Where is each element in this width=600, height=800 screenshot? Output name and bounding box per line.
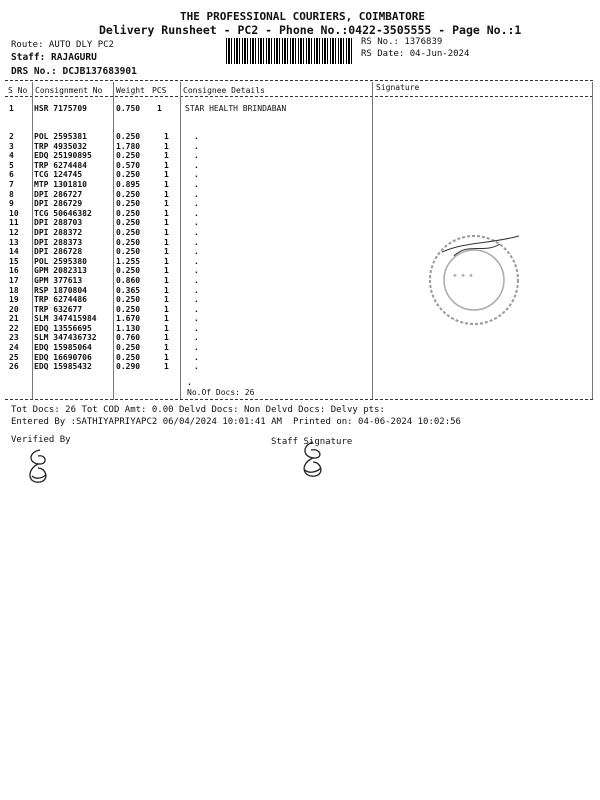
runsheet-title: Delivery Runsheet - PC2 - Phone No.:0422-3505555 - Page No.:1 — [99, 23, 522, 37]
row-pcs: 1 — [157, 104, 162, 113]
row-consignment: EDQ 25190895 — [34, 151, 92, 161]
totals-line: Tot Docs: 26 Tot COD Amt: 0.00 Delvd Docs: Non Delvd Docs: Delvy pts: — [11, 405, 385, 415]
printed-on: Printed on: 04-06-2024 10:02:56 — [293, 417, 461, 427]
row-sno: 16 — [9, 266, 19, 276]
row-consignee: . — [194, 199, 199, 209]
row-consignment: TRP 6274484 — [34, 160, 87, 170]
company-stamp — [424, 230, 534, 330]
table-row — [9, 276, 204, 286]
row-sno: 9 — [9, 199, 14, 209]
row-consignee: . — [194, 285, 199, 295]
row-consignment: EDQ 15985432 — [34, 362, 92, 372]
row-sno: 6 — [9, 170, 14, 180]
row-pcs: 1 — [164, 323, 169, 333]
row-consignee: . — [194, 352, 199, 362]
consignment-table — [9, 132, 204, 372]
row-weight: 0.895 — [116, 179, 141, 189]
row-consignee: . — [194, 227, 199, 237]
row-consignee: . — [194, 208, 199, 218]
table-row — [9, 228, 204, 238]
company-title: THE PROFESSIONAL COURIERS, COIMBATORE — [180, 10, 426, 23]
table-row — [9, 180, 204, 190]
col-divider — [372, 82, 373, 400]
row-sno: 12 — [9, 227, 19, 237]
row-consignment: POL 2595381 — [34, 132, 87, 141]
row-consignee: . — [194, 256, 199, 266]
table-bottom-rule — [5, 399, 593, 400]
table-row — [9, 314, 204, 324]
row-pcs: 1 — [164, 295, 169, 305]
verified-by-label: Verified By — [11, 435, 71, 445]
row-consignment: TRP 632677 — [34, 304, 83, 314]
row-pcs: 1 — [164, 170, 169, 180]
row-consignment: SLM 347436732 — [34, 333, 97, 343]
row-consignee: STAR HEALTH BRINDABAN — [185, 104, 287, 113]
row-pcs: 1 — [164, 266, 169, 276]
row-weight: 1.130 — [116, 323, 141, 333]
row-weight: 0.290 — [116, 362, 141, 372]
row-sno: 18 — [9, 285, 19, 295]
table-row — [9, 161, 204, 171]
row-consignee: . — [194, 323, 199, 333]
row-sno: 3 — [9, 141, 14, 151]
row-consignee: . — [194, 314, 199, 324]
row-weight: 0.250 — [116, 304, 141, 314]
svg-text:✦ ✦ ✦: ✦ ✦ ✦ — [452, 272, 475, 280]
table-row — [9, 218, 204, 228]
row-weight: 0.250 — [116, 295, 141, 305]
rs-number: RS No.: 1376839 — [361, 37, 443, 47]
row-consignee: . — [194, 333, 199, 343]
table-row — [9, 151, 204, 161]
header-bottom-rule — [5, 96, 593, 97]
rs-date: RS Date: 04-Jun-2024 — [361, 49, 470, 59]
col-signature: Signature — [376, 83, 420, 92]
table-row — [9, 362, 204, 372]
row-pcs: 1 — [164, 237, 169, 247]
row-pcs: 1 — [164, 256, 169, 266]
row-consignment: DPI 286728 — [34, 247, 83, 257]
row-sno: 15 — [9, 256, 19, 266]
row-weight: 1.670 — [116, 314, 141, 324]
row-sno: 5 — [9, 160, 14, 170]
row-sno: 14 — [9, 247, 19, 257]
row-sno: 8 — [9, 189, 14, 199]
row-weight: 0.250 — [116, 352, 141, 362]
row-sno: 21 — [9, 314, 19, 324]
row-pcs: 1 — [164, 314, 169, 324]
row-consignee: . — [194, 343, 199, 353]
row-weight: 0.250 — [116, 208, 141, 218]
col-consignment: Consignment No — [35, 86, 103, 95]
col-weight: Weight — [116, 86, 145, 95]
row-consignee: . — [194, 179, 199, 189]
drs-number: DRS No.: DCJB137683901 — [11, 66, 137, 77]
row-consignment: HSR 7175709 — [34, 104, 87, 113]
row-consignment: EDQ 13556695 — [34, 323, 92, 333]
table-row — [9, 257, 204, 267]
table-row — [9, 333, 204, 343]
row-consignment: DPI 288373 — [34, 237, 83, 247]
no-of-docs: No.Of Docs: 26 — [187, 388, 255, 397]
table-row — [9, 324, 204, 334]
row-pcs: 1 — [164, 304, 169, 314]
row-weight: 0.250 — [116, 218, 141, 228]
row-sno: 25 — [9, 352, 19, 362]
row-pcs: 1 — [164, 141, 169, 151]
row-consignee: . — [194, 275, 199, 285]
col-pcs: PCS — [152, 86, 167, 95]
row-pcs: 1 — [164, 352, 169, 362]
col-divider — [592, 82, 593, 400]
row-pcs: 1 — [164, 189, 169, 199]
row-consignment: DPI 288703 — [34, 218, 83, 228]
route: Route: AUTO DLY PC2 — [11, 40, 114, 50]
row-sno: 26 — [9, 362, 19, 372]
table-row — [9, 286, 204, 296]
row-pcs: 1 — [164, 275, 169, 285]
row-pcs: 1 — [164, 151, 169, 161]
row-weight: 1.780 — [116, 141, 141, 151]
row-weight: 0.250 — [116, 132, 141, 141]
row-weight: 0.570 — [116, 160, 141, 170]
row-weight: 0.760 — [116, 333, 141, 343]
row-consignee: . — [194, 237, 199, 247]
row-weight: 0.250 — [116, 199, 141, 209]
row-consignee: . — [194, 189, 199, 199]
row-pcs: 1 — [164, 179, 169, 189]
row-sno: 17 — [9, 275, 19, 285]
row-consignment: DPI 288372 — [34, 227, 83, 237]
row-pcs: 1 — [164, 218, 169, 228]
row-weight: 0.860 — [116, 275, 141, 285]
row-sno: 2 — [9, 132, 14, 141]
row-sno: 23 — [9, 333, 19, 343]
row-consignment: TRP 4935032 — [34, 141, 87, 151]
row-consignee: . — [194, 160, 199, 170]
row-sno: 19 — [9, 295, 19, 305]
row-pcs: 1 — [164, 362, 169, 372]
table-row — [9, 199, 204, 209]
row-weight: 0.250 — [116, 189, 141, 199]
table-row — [9, 247, 204, 257]
table-row — [9, 142, 204, 152]
row-sno: 7 — [9, 179, 14, 189]
table-row — [9, 132, 204, 142]
table-row — [9, 209, 204, 219]
row-consignee: . — [194, 266, 199, 276]
row-pcs: 1 — [164, 343, 169, 353]
row-weight: 0.250 — [116, 343, 141, 353]
row-consignee: . — [194, 304, 199, 314]
table-row — [9, 343, 204, 353]
row-consignee: . — [194, 170, 199, 180]
row-consignment: EDQ 16690706 — [34, 352, 92, 362]
row-consignee: . — [194, 132, 199, 141]
row-pcs: 1 — [164, 247, 169, 257]
row-weight: 0.250 — [116, 227, 141, 237]
last-dot: . — [187, 378, 192, 387]
table-row — [9, 238, 204, 248]
table-row — [9, 170, 204, 180]
header-top-rule — [5, 80, 593, 81]
row-pcs: 1 — [164, 285, 169, 295]
row-consignment: MTP 1301810 — [34, 179, 87, 189]
row-consignment: DPI 286727 — [34, 189, 83, 199]
row-weight: 0.250 — [116, 266, 141, 276]
row-pcs: 1 — [164, 132, 169, 141]
row-sno: 4 — [9, 151, 14, 161]
row-sno: 22 — [9, 323, 19, 333]
row-consignee: . — [194, 141, 199, 151]
row-consignment: SLM 347415984 — [34, 314, 97, 324]
staff-signature — [293, 438, 333, 483]
table-row — [9, 190, 204, 200]
entered-by: Entered By :SATHIYAPRIYAPC2 06/04/2024 10:01:41 AM — [11, 417, 282, 427]
row-consignment: DPI 286729 — [34, 199, 83, 209]
table-row — [9, 295, 204, 305]
table-row — [9, 305, 204, 315]
verified-signature — [18, 446, 58, 491]
table-row — [9, 353, 204, 363]
row-consignee: . — [194, 151, 199, 161]
row-pcs: 1 — [164, 199, 169, 209]
row-consignment: EDQ 15985064 — [34, 343, 92, 353]
row-consignment: POL 2595380 — [34, 256, 87, 266]
row-sno: 10 — [9, 208, 19, 218]
row-weight: 0.365 — [116, 285, 141, 295]
row-consignment: TCG 124745 — [34, 170, 83, 180]
row-pcs: 1 — [164, 160, 169, 170]
row-consignment: GPM 2082313 — [34, 266, 87, 276]
row-consignment: TCG 50646382 — [34, 208, 92, 218]
col-sno: S No — [8, 86, 28, 95]
row-consignee: . — [194, 247, 199, 257]
row-consignment: RSP 1870804 — [34, 285, 87, 295]
row-pcs: 1 — [164, 333, 169, 343]
row-weight: 0.250 — [116, 151, 141, 161]
row-sno: 1 — [9, 104, 14, 113]
row-sno: 20 — [9, 304, 19, 314]
row-weight: 0.250 — [116, 170, 141, 180]
staff-signature-label: Staff Signature — [271, 437, 353, 447]
table-row — [9, 266, 204, 276]
row-sno: 11 — [9, 218, 19, 228]
row-weight: 0.750 — [116, 104, 141, 113]
row-consignee: . — [194, 295, 199, 305]
col-consignee-details: Consignee Details — [183, 86, 265, 95]
row-consignee: . — [194, 218, 199, 228]
row-weight: 1.255 — [116, 256, 141, 266]
row-sno: 13 — [9, 237, 19, 247]
row-pcs: 1 — [164, 227, 169, 237]
row-sno: 24 — [9, 343, 19, 353]
row-weight: 0.250 — [116, 237, 141, 247]
barcode — [226, 38, 354, 64]
row-weight: 0.250 — [116, 247, 141, 257]
row-pcs: 1 — [164, 208, 169, 218]
row-consignee: . — [194, 362, 199, 372]
row-consignment: TRP 6274486 — [34, 295, 87, 305]
staff: Staff: RAJAGURU — [11, 52, 97, 63]
row-consignment: GPM 377613 — [34, 275, 83, 285]
